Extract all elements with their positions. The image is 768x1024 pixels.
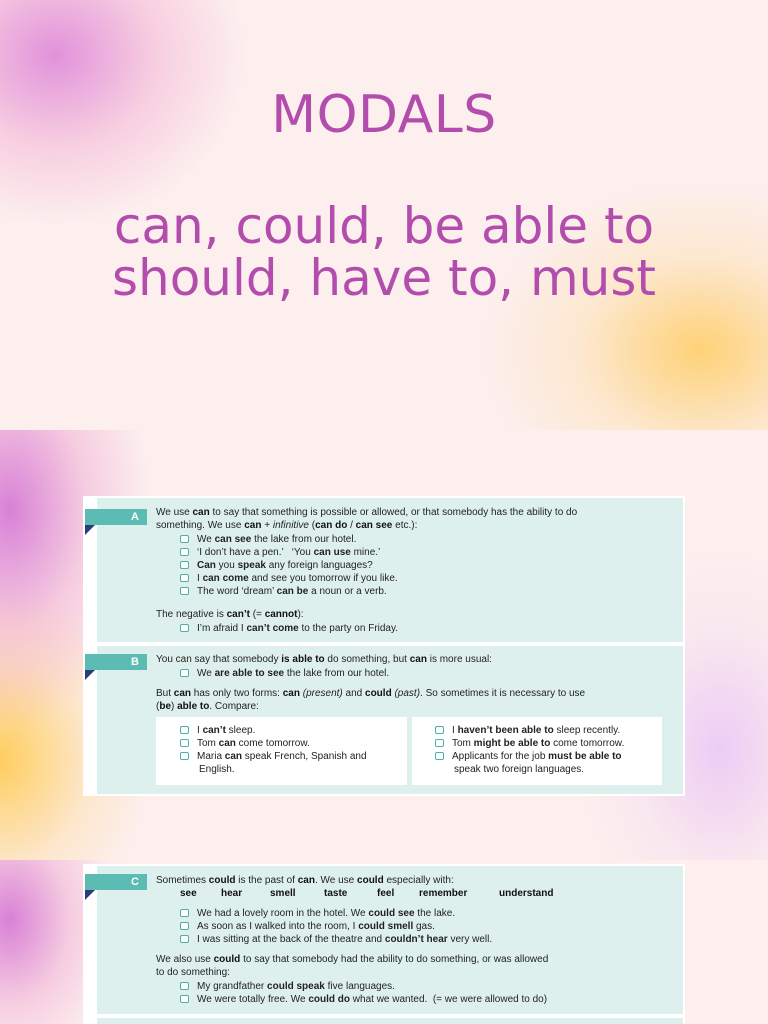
checkbox-icon <box>180 995 189 1003</box>
section-a-intro-1: We use can to say that something is possible or allowed, or that somebody has the ability to do <box>156 507 578 518</box>
checkbox-icon <box>180 982 189 990</box>
compare-left-4: English. <box>199 764 235 775</box>
verb-understand: understand <box>499 888 554 899</box>
compare-right-4: speak two foreign languages. <box>454 764 585 775</box>
compare-left-2: Tom can come tomorrow. <box>180 737 310 750</box>
checkbox-icon <box>180 909 189 917</box>
grammar-card-c <box>83 864 685 1024</box>
verb-see: see <box>180 888 197 899</box>
verb-smell: smell <box>270 888 296 899</box>
section-c-also-2: to do something: <box>156 967 230 978</box>
grammar-slide-c <box>0 860 768 1024</box>
section-b-but-1: But can has only two forms: can (present) and could (past). So sometimes it is necessary to use <box>156 688 586 699</box>
compare-right-1: I haven’t been able to sleep recently. <box>435 724 620 737</box>
checkbox-icon <box>180 922 189 930</box>
verb-hear: hear <box>221 888 243 899</box>
section-b-tab: B <box>85 654 147 670</box>
example-a-4: I can come and see you tomorrow if you like. <box>180 572 398 585</box>
checkbox-icon <box>180 574 189 582</box>
subtitle-line-2: should, have to, must <box>111 249 657 307</box>
example-a-3: Can you speak any foreign languages? <box>180 559 373 572</box>
checkbox-icon <box>180 548 189 556</box>
grammar-slide-ab <box>0 430 768 860</box>
checkbox-icon <box>180 561 189 569</box>
checkbox-icon <box>180 726 189 734</box>
example-c-1: We had a lovely room in the hotel. We could see the lake. <box>180 907 455 920</box>
section-c-also-1: We also use could to say that somebody had the ability to do something, or was allowed <box>156 954 549 965</box>
section-c-intro: Sometimes could is the past of can. We use could especially with: <box>156 875 454 886</box>
slide-title: MODALS <box>271 85 497 145</box>
checkbox-icon <box>180 535 189 543</box>
title-slide <box>0 0 768 430</box>
compare-right-2: Tom might be able to come tomorrow. <box>435 737 624 750</box>
checkbox-icon <box>435 752 444 760</box>
section-d-panel-edge <box>97 1018 683 1024</box>
section-b-intro: You can say that somebody is able to do something, but can is more usual: <box>156 654 492 665</box>
verb-feel: feel <box>377 888 395 899</box>
example-c-2: As soon as I walked into the room, I could smell gas. <box>180 920 435 933</box>
example-a-negative: I’m afraid I can’t come to the party on Friday. <box>180 622 398 635</box>
compare-right-3: Applicants for the job must be able to <box>435 750 622 763</box>
example-c-4: My grandfather could speak five languages. <box>180 980 395 993</box>
section-a-intro-2: something. We use can + infinitive (can do / can see etc.): <box>156 520 418 531</box>
checkbox-icon <box>435 739 444 747</box>
example-c-5: We were totally free. We could do what we wanted. (= we were allowed to do) <box>180 993 547 1006</box>
example-a-5: The word ‘dream’ can be a noun or a verb. <box>180 585 387 598</box>
verb-taste: taste <box>324 888 348 899</box>
grammar-card-ab <box>83 496 685 796</box>
checkbox-icon <box>180 624 189 632</box>
example-a-1: We can see the lake from our hotel. <box>180 533 356 546</box>
checkbox-icon <box>180 752 189 760</box>
example-c-3: I was sitting at the back of the theatre and couldn’t hear very well. <box>180 933 492 946</box>
checkbox-icon <box>435 726 444 734</box>
section-a-tab: A <box>85 509 147 525</box>
example-a-2: ‘I don’t have a pen.’ ‘You can use mine.’ <box>180 546 380 559</box>
subtitle-line-1: can, could, be able to <box>113 197 655 255</box>
checkbox-icon <box>180 669 189 677</box>
verb-list <box>180 888 660 901</box>
verb-remember: remember <box>419 888 468 899</box>
example-b-1: We are able to see the lake from our hotel. <box>180 667 389 680</box>
section-b-but-2: (be) able to. Compare: <box>156 701 259 712</box>
compare-left-1: I can’t sleep. <box>180 724 255 737</box>
section-c-tab: C <box>85 874 147 890</box>
slide-subtitle <box>0 197 768 307</box>
section-a-negative: The negative is can’t (= cannot): <box>156 609 304 620</box>
checkbox-icon <box>180 935 189 943</box>
compare-left-3: Maria can speak French, Spanish and <box>180 750 367 763</box>
checkbox-icon <box>180 739 189 747</box>
checkbox-icon <box>180 587 189 595</box>
